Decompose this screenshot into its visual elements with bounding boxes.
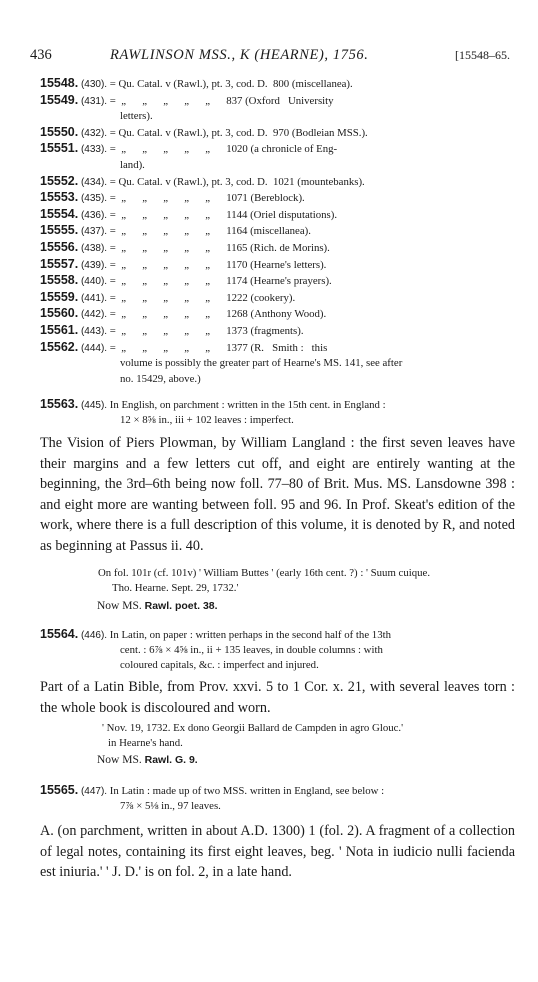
entry-15563-shelfmark bbox=[40, 600, 538, 612]
entry-text: = „ „ „ „ „ 1268 (Anthony Wood). bbox=[109, 308, 327, 321]
entry-text: = Qu. Catal. v (Rawl.), pt. 3, cod. D. 1021 (mountebanks). bbox=[109, 175, 365, 188]
entry-continuation: letters). bbox=[120, 110, 153, 123]
entry-line bbox=[40, 223, 515, 240]
entry-number: 15561. bbox=[40, 322, 79, 337]
entry-text: = „ „ „ „ „ 1165 (Rich. de Morins). bbox=[109, 241, 330, 254]
entry-subnumber: (434). bbox=[80, 176, 108, 188]
entry-number: 15557. bbox=[40, 256, 79, 271]
entry-continuation: no. 15429, above.) bbox=[120, 372, 201, 385]
entry-description-line: In English, on parchment : written in the 15th cent. in England : bbox=[109, 399, 386, 411]
entry-number: 15553. bbox=[40, 190, 79, 205]
entry-line bbox=[40, 306, 515, 323]
entry-continuation: land). bbox=[120, 158, 145, 171]
entry-number: 15558. bbox=[40, 273, 79, 288]
catalogue-entry bbox=[40, 141, 515, 173]
entry-subnumber: (442). bbox=[80, 309, 108, 321]
entry-15563-header bbox=[40, 397, 515, 428]
entry-line bbox=[40, 323, 515, 340]
catalogue-entry bbox=[40, 125, 515, 142]
entry-text: = Qu. Catal. v (Rawl.), pt. 3, cod. D. 970 (Bodleian MSS.). bbox=[109, 126, 368, 139]
entry-text: = „ „ „ „ „ 1174 (Hearne's prayers). bbox=[109, 275, 332, 288]
note-line: in Hearne's hand. bbox=[108, 737, 183, 749]
entry-number: 15562. bbox=[40, 339, 79, 354]
entry-subnumber: (433). bbox=[80, 144, 108, 156]
entry-line bbox=[40, 174, 515, 191]
entry-15565-paragraph bbox=[40, 821, 515, 883]
entry-number: 15554. bbox=[40, 206, 79, 221]
note-line: On fol. 101r (cf. 101v) ' William Buttes ' (early 16th cent. ?) : ' Suum cuique. bbox=[98, 567, 431, 579]
entry-description-line: In Latin, on paper : written perhaps in the second half of the 13th bbox=[109, 629, 392, 641]
catalogue-entry bbox=[40, 174, 515, 191]
entry-subnumber: (435). bbox=[80, 193, 108, 205]
entry-line bbox=[40, 93, 515, 110]
entry-text: = „ „ „ „ „ 1222 (cookery). bbox=[109, 291, 296, 304]
entry-description-line: 7⅞ × 5⅛ in., 97 leaves. bbox=[120, 800, 221, 812]
entry-text: = „ „ „ „ „ 1020 (a chronicle of Eng- bbox=[109, 143, 338, 156]
catalogue-entry bbox=[40, 340, 515, 388]
entry-line bbox=[40, 290, 515, 307]
entry-number: 15551. bbox=[40, 141, 79, 156]
entry-line bbox=[40, 125, 515, 142]
entry-description-line: cent. : 6⅞ × 4⅝ in., ii + 135 leaves, in double columns : with bbox=[120, 644, 383, 656]
entry-subnumber: (436). bbox=[80, 209, 108, 221]
catalogue-entry bbox=[40, 323, 515, 340]
entry-number: 15556. bbox=[40, 239, 79, 254]
entry-15564-paragraph bbox=[40, 677, 515, 718]
catalogue-entry bbox=[40, 240, 515, 257]
entry-number: 15559. bbox=[40, 289, 79, 304]
entry-paragraph: A. (on parchment, written in about A.D. 1300) 1 (fol. 2). A fragment of a collection of legal notes, containing its first eight leaves, beg. ' Nota in iudicio nulli facienda est iniuria.' ' J. D.' is on fol. 2, in a late hand. bbox=[40, 823, 515, 880]
catalogue-entry bbox=[40, 76, 515, 93]
entry-15563-paragraph bbox=[40, 433, 515, 556]
entry-text: = „ „ „ „ „ 1144 (Oriel disputations). bbox=[109, 208, 338, 221]
entry-line bbox=[40, 76, 515, 93]
entry-15564-shelfmark bbox=[40, 754, 538, 766]
entry-subnumber: (447). bbox=[80, 786, 108, 797]
entry-subnumber: (445). bbox=[80, 400, 108, 411]
entry-15565-header bbox=[40, 783, 515, 814]
entry-number: 15549. bbox=[40, 92, 79, 107]
note-line: ' Nov. 19, 1732. Ex dono Georgii Ballard de Campden in agro Glouc.' bbox=[102, 722, 404, 734]
entry-subnumber: (444). bbox=[80, 342, 108, 354]
entry-text: = „ „ „ „ „ 837 (Oxford University bbox=[109, 94, 334, 107]
entry-text: = Qu. Catal. v (Rawl.), pt. 3, cod. D. 800 (miscellanea). bbox=[109, 78, 353, 90]
entry-subnumber: (439). bbox=[80, 259, 108, 271]
entry-description-line: coloured capitals, &c. : imperfect and injured. bbox=[120, 659, 319, 671]
entry-number: 15564. bbox=[40, 627, 79, 641]
entry-description-line: 12 × 8⅝ in., iii + 102 leaves : imperfect. bbox=[120, 414, 294, 426]
entry-text: = „ „ „ „ „ 1373 (fragments). bbox=[109, 324, 304, 337]
running-head: RAWLINSON MSS., K (HEARNE), 1756. bbox=[110, 47, 369, 63]
entry-description-line: In Latin : made up of two MSS. written in England, see below : bbox=[109, 785, 385, 797]
entry-text: = „ „ „ „ „ 1170 (Hearne's letters). bbox=[109, 258, 327, 271]
entry-number: 15560. bbox=[40, 306, 79, 321]
entry-15563-note bbox=[40, 566, 515, 596]
catalogue-entry bbox=[40, 223, 515, 240]
entry-subnumber: (441). bbox=[80, 292, 108, 304]
entry-range: [15548–65. bbox=[455, 48, 510, 62]
catalogue-entry bbox=[40, 207, 515, 224]
entry-list bbox=[40, 76, 515, 387]
entry-subnumber: (440). bbox=[80, 276, 108, 288]
entry-line bbox=[40, 190, 515, 207]
note-line: Tho. Hearne. Sept. 29, 1732.' bbox=[112, 582, 239, 594]
page-number: 436 bbox=[30, 47, 52, 63]
catalogue-entry bbox=[40, 290, 515, 307]
entry-15564-header bbox=[40, 627, 515, 673]
entry-subnumber: (430). bbox=[80, 79, 108, 90]
page-header bbox=[30, 44, 510, 66]
entry-text: = „ „ „ „ „ 1071 (Bereblock). bbox=[109, 192, 305, 205]
entry-line bbox=[40, 141, 515, 158]
catalogue-entry bbox=[40, 93, 515, 125]
shelfmark: Rawl. poet. 38. bbox=[144, 600, 218, 612]
entry-text: = „ „ „ „ „ 1377 (R. Smith : this bbox=[109, 341, 328, 354]
now-label: Now MS. bbox=[97, 754, 142, 766]
entry-subnumber: (443). bbox=[80, 325, 108, 337]
entry-number: 15548. bbox=[40, 76, 79, 90]
catalogue-entry bbox=[40, 273, 515, 290]
entry-number: 15550. bbox=[40, 124, 79, 139]
entry-subnumber: (432). bbox=[80, 127, 108, 139]
now-label: Now MS. bbox=[97, 600, 142, 612]
shelfmark: Rawl. G. 9. bbox=[144, 754, 198, 766]
entry-line bbox=[40, 207, 515, 224]
entry-paragraph: Part of a Latin Bible, from Prov. xxvi. 5 to 1 Cor. x. 21, with several leaves torn : the whole book is discoloured and worn. bbox=[40, 679, 515, 716]
entry-line bbox=[40, 240, 515, 257]
entry-number: 15563. bbox=[40, 397, 79, 411]
catalogue-entry bbox=[40, 306, 515, 323]
entry-subnumber: (431). bbox=[80, 95, 108, 107]
entry-subnumber: (437). bbox=[80, 226, 108, 238]
entry-line bbox=[40, 340, 515, 357]
entry-number: 15555. bbox=[40, 223, 79, 238]
entry-subnumber: (438). bbox=[80, 242, 108, 254]
catalogue-entry bbox=[40, 257, 515, 274]
entry-15564-note bbox=[40, 721, 515, 751]
entry-number: 15565. bbox=[40, 783, 79, 797]
entry-text: = „ „ „ „ „ 1164 (miscellanea). bbox=[109, 225, 311, 238]
entry-line bbox=[40, 273, 515, 290]
entry-subnumber: (446). bbox=[80, 630, 108, 641]
entry-number: 15552. bbox=[40, 173, 79, 188]
catalogue-entry bbox=[40, 190, 515, 207]
entry-continuation: volume is possibly the greater part of Hearne's MS. 141, see after bbox=[120, 357, 403, 370]
entry-paragraph: The Vision of Piers Plowman, by William Langland : the first seven leaves have their margins and a few letters cut off, and eight are entirely wanting at the beginning, the 3rd–6th being now foll. 77–80 of Brit. Mus. MS. Lansdowne 398 : and eight more are wanting between foll. 95 and 96. In Prof. Skeat's edition of the work, where there is a full description of this volume, it is denoted by R, and noted as beginning at Passus ii. 40. bbox=[40, 435, 515, 554]
entry-line bbox=[40, 257, 515, 274]
